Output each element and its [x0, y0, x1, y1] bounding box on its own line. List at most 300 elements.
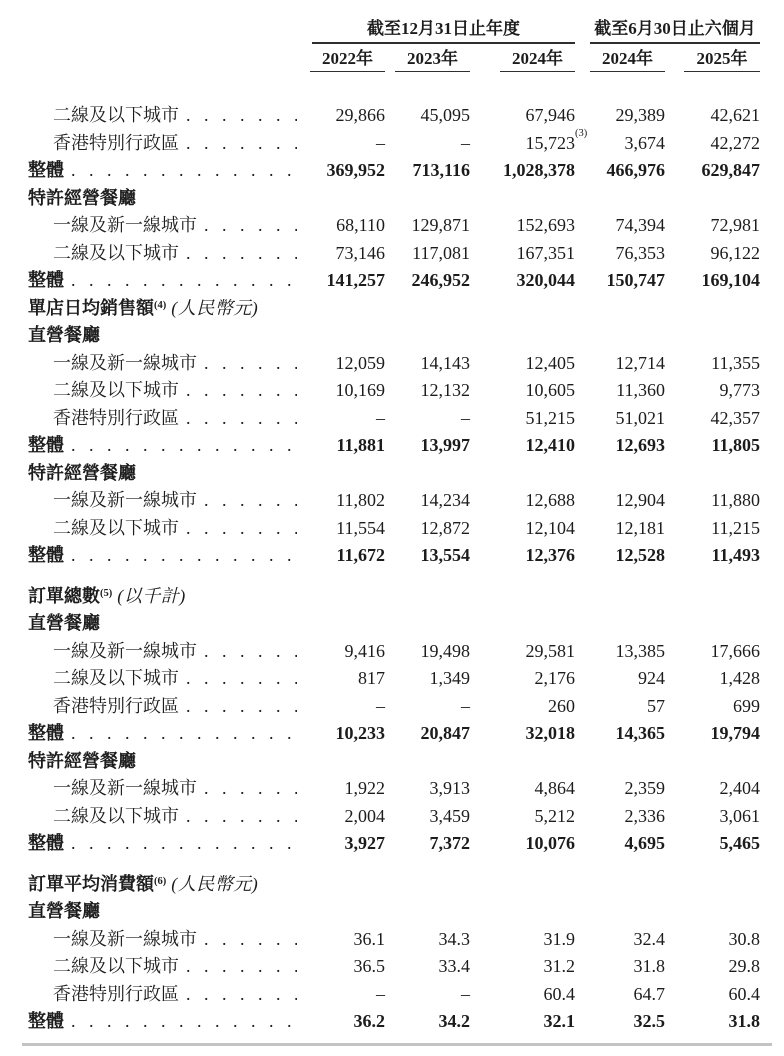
- row-label-cell: [20, 953, 300, 981]
- value-cell: [665, 1008, 760, 1036]
- value-cell: [300, 157, 385, 185]
- row-label: 二線及以下城市: [53, 805, 179, 826]
- value: 29,866: [335, 105, 385, 125]
- value-cell: [385, 130, 470, 158]
- value: 12,688: [525, 490, 575, 510]
- value: 14,143: [420, 352, 470, 373]
- table-row-item: [20, 240, 760, 268]
- value: 32.5: [633, 1011, 665, 1031]
- value-cell: [470, 212, 575, 240]
- value: 19,794: [710, 723, 760, 743]
- value: 12,872: [420, 517, 470, 538]
- value: 9,773: [719, 380, 760, 400]
- value-cell: [575, 515, 665, 543]
- value: 11,493: [711, 545, 760, 565]
- value: 260: [548, 695, 575, 716]
- value-cell: [575, 267, 665, 295]
- value: 45,095: [420, 105, 470, 125]
- value-cell: [470, 377, 575, 405]
- value: 32,018: [525, 723, 575, 743]
- value-cell: [470, 405, 575, 433]
- value: 5,212: [534, 805, 575, 826]
- row-label: 一線及新一線城市: [53, 352, 197, 373]
- value-cell: [665, 638, 760, 666]
- value-cell: [385, 487, 470, 515]
- table-row-item: [20, 981, 760, 1009]
- row-label: 整體: [28, 160, 64, 180]
- row-label-cell: [20, 240, 300, 268]
- year-column-2024: 2024年: [500, 48, 575, 72]
- row-label-cell: [20, 898, 300, 926]
- value: 29,389: [615, 105, 665, 125]
- row-label: 直營餐廳: [28, 325, 100, 345]
- value: 3,927: [344, 833, 385, 853]
- value-cell: [575, 212, 665, 240]
- value-cell: [665, 157, 760, 185]
- value-cell: [385, 803, 470, 831]
- value-cell: [575, 981, 665, 1009]
- value-cell: [470, 432, 575, 460]
- row-label: 整體: [28, 1011, 64, 1031]
- value: 60.4: [543, 983, 575, 1004]
- value-cell: [385, 693, 470, 721]
- value: –: [461, 132, 470, 153]
- row-label: 整體: [28, 545, 64, 565]
- value: 2,336: [624, 805, 665, 826]
- row-label-cell: [20, 377, 300, 405]
- row-label: 整體: [28, 723, 64, 743]
- value: 51,215: [525, 407, 575, 428]
- value: 11,215: [711, 517, 760, 538]
- value-cell: [385, 157, 470, 185]
- leader-dots: [71, 1008, 297, 1036]
- leader-dots: [186, 102, 297, 130]
- value: 42,272: [710, 132, 760, 153]
- value: 74,394: [615, 215, 665, 235]
- row-label-cell: [20, 748, 300, 776]
- value-cell: [470, 157, 575, 185]
- value: 12,904: [615, 490, 665, 510]
- row-label-cell: [20, 803, 300, 831]
- value-cell: [665, 267, 760, 295]
- leader-dots: [71, 267, 297, 295]
- value-cell: [575, 953, 665, 981]
- value: 68,110: [336, 215, 385, 235]
- row-label: 直營餐廳: [28, 901, 100, 921]
- table-row-section: [20, 583, 760, 611]
- leader-dots: [186, 665, 297, 693]
- value: 42,357: [710, 407, 760, 428]
- row-label-cell: [20, 693, 300, 721]
- value: 12,132: [420, 380, 470, 400]
- table-row-item: [20, 665, 760, 693]
- value-cell: [470, 542, 575, 570]
- row-label: 直營餐廳: [28, 613, 100, 633]
- leader-dots: [204, 926, 297, 954]
- row-label: 一線及新一線城市: [53, 640, 197, 661]
- row-label-cell: [20, 542, 300, 570]
- row-label-cell: [20, 638, 300, 666]
- value: 369,952: [326, 160, 385, 180]
- table-row-item: [20, 102, 760, 130]
- value-cell: [665, 515, 760, 543]
- row-label: 整體: [28, 270, 64, 290]
- unit-note: (人民幣元): [171, 873, 259, 894]
- value: 629,847: [701, 160, 760, 180]
- table-row-item: [20, 212, 760, 240]
- value-cell: [385, 981, 470, 1009]
- value: –: [461, 983, 470, 1004]
- value-cell: [665, 432, 760, 460]
- table-row-group: [20, 610, 760, 638]
- row-label: 整體: [28, 833, 64, 853]
- value-cell: [575, 638, 665, 666]
- table-row-item: [20, 953, 760, 981]
- value: 4,864: [534, 778, 575, 798]
- value: 51,021: [615, 407, 665, 428]
- table-row-item: [20, 487, 760, 515]
- table-row-group: [20, 322, 760, 350]
- value-cell: [470, 350, 575, 378]
- leader-dots: [186, 953, 297, 981]
- value: 12,181: [615, 517, 665, 538]
- value: 96,122: [710, 242, 760, 263]
- value: 60.4: [728, 983, 760, 1004]
- financial-table: [20, 18, 760, 1036]
- table-row-item: [20, 803, 760, 831]
- value-cell: [665, 212, 760, 240]
- value-cell: [665, 377, 760, 405]
- row-label: 一線及新一線城市: [53, 490, 197, 510]
- value-cell: [300, 350, 385, 378]
- value: 817: [358, 668, 385, 688]
- year-column-2024-interim: 2024年: [590, 48, 665, 72]
- value-cell: [665, 775, 760, 803]
- row-label: 單店日均銷售額: [28, 297, 154, 318]
- table-row-item: [20, 405, 760, 433]
- value: 36.2: [353, 1011, 385, 1031]
- value: 67,946: [525, 105, 575, 125]
- leader-dots: [204, 487, 297, 515]
- value: 76,353: [615, 242, 665, 263]
- row-label: 特許經營餐廳: [28, 462, 136, 483]
- table-row-item: [20, 515, 760, 543]
- value: 29,581: [525, 640, 575, 661]
- value: 33.4: [438, 956, 470, 976]
- row-label: 訂單平均消費額: [28, 873, 154, 894]
- value: 11,360: [616, 380, 665, 400]
- value-cell: [470, 926, 575, 954]
- value-cell: [385, 102, 470, 130]
- row-label: 特許經營餐廳: [28, 750, 136, 771]
- value: 152,693: [516, 215, 575, 235]
- value-cell: [470, 515, 575, 543]
- value: 466,976: [606, 160, 665, 180]
- value: 3,061: [719, 805, 760, 826]
- value: 11,881: [336, 435, 385, 455]
- value-cell: [300, 638, 385, 666]
- leader-dots: [186, 405, 297, 433]
- value: 169,104: [701, 270, 760, 290]
- value-cell: [665, 240, 760, 268]
- value-cell: [300, 775, 385, 803]
- value-cell: [385, 775, 470, 803]
- value-cell: [470, 830, 575, 858]
- value: 5,465: [719, 833, 760, 853]
- value: 32.4: [633, 928, 665, 949]
- row-label: 二線及以下城市: [53, 105, 179, 125]
- row-label-cell: [20, 720, 300, 748]
- row-label-cell: [20, 350, 300, 378]
- value: 11,880: [711, 490, 760, 510]
- value: 64.7: [633, 983, 665, 1004]
- leader-dots: [71, 157, 297, 185]
- table-header-groups: [20, 18, 760, 44]
- leader-dots: [204, 350, 297, 378]
- table-row-item: [20, 775, 760, 803]
- value-cell: [575, 102, 665, 130]
- leader-dots: [186, 981, 297, 1009]
- value-cell: [470, 775, 575, 803]
- value: –: [376, 695, 385, 716]
- value-cell: [575, 803, 665, 831]
- value: 1,028,378: [503, 160, 575, 180]
- value-cell: [575, 775, 665, 803]
- row-label: 特許經營餐廳: [28, 187, 136, 208]
- value: 1,349: [429, 668, 470, 688]
- value: 3,674: [624, 132, 665, 153]
- leader-dots: [204, 638, 297, 666]
- value: 117,081: [412, 242, 470, 263]
- row-label-cell: [20, 1008, 300, 1036]
- leader-dots: [186, 240, 297, 268]
- row-label: 香港特別行政區: [53, 695, 179, 716]
- value-cell: [300, 693, 385, 721]
- value: 150,747: [606, 270, 665, 290]
- value: 31.8: [633, 956, 665, 976]
- row-label-cell: [20, 405, 300, 433]
- value-cell: [665, 405, 760, 433]
- value: 12,714: [615, 352, 665, 373]
- table-row-item: [20, 638, 760, 666]
- table-header-years: [20, 48, 760, 72]
- value: 713,116: [412, 160, 470, 180]
- row-label: 一線及新一線城市: [53, 778, 197, 798]
- value: 129,871: [411, 215, 470, 235]
- table-row-total: [20, 267, 760, 295]
- leader-dots: [71, 432, 297, 460]
- table-row-group: [20, 748, 760, 776]
- value-cell: [665, 102, 760, 130]
- value: 10,076: [525, 833, 575, 853]
- value-cell: [300, 405, 385, 433]
- annual-period-label: 截至12月31日止年度: [367, 19, 520, 38]
- value: –: [376, 983, 385, 1004]
- row-label-cell: [20, 610, 300, 638]
- unit-note: (人民幣元): [171, 297, 259, 318]
- value-cell: [665, 693, 760, 721]
- value: 14,234: [420, 490, 470, 510]
- value-cell: [385, 665, 470, 693]
- value: 12,693: [615, 435, 665, 455]
- interim-period-label: 截至6月30日止六個月: [594, 19, 756, 38]
- value-cell: [575, 926, 665, 954]
- value-cell: [300, 267, 385, 295]
- row-label-cell: [20, 981, 300, 1009]
- value-cell: [470, 638, 575, 666]
- row-label-cell: [20, 212, 300, 240]
- table-row-group: [20, 185, 760, 213]
- value: 10,169: [335, 380, 385, 400]
- row-label-cell: 訂單總數 $^{(5)}$ (以千計): [20, 583, 300, 611]
- value-cell: [300, 830, 385, 858]
- value-cell: [300, 926, 385, 954]
- value-cell: [300, 803, 385, 831]
- value: 15,723: [525, 132, 575, 153]
- value-cell: [575, 693, 665, 721]
- row-label-cell: [20, 130, 300, 158]
- value-cell: [300, 240, 385, 268]
- value-cell: [300, 487, 385, 515]
- value: 12,376: [525, 545, 575, 565]
- value: 73,146: [335, 242, 385, 263]
- leader-dots: [186, 377, 297, 405]
- value-cell: [575, 487, 665, 515]
- value: 699: [733, 695, 760, 716]
- value-cell: [300, 377, 385, 405]
- value: 72,981: [710, 215, 760, 235]
- value: 3,913: [429, 778, 470, 798]
- value-cell: [385, 830, 470, 858]
- header-spacer: [20, 48, 300, 72]
- table-row-total: [20, 432, 760, 460]
- value-cell: [470, 487, 575, 515]
- value-cell: [385, 542, 470, 570]
- value: 12,104: [525, 517, 575, 538]
- value-cell: [575, 830, 665, 858]
- value-cell: [575, 665, 665, 693]
- value: 2,404: [719, 778, 760, 798]
- row-label-cell: [20, 322, 300, 350]
- value-cell: [470, 665, 575, 693]
- value: 36.5: [353, 956, 385, 976]
- value-cell: [665, 830, 760, 858]
- value: 12,528: [615, 545, 665, 565]
- value-cell: [300, 102, 385, 130]
- value-cell: [300, 665, 385, 693]
- value-cell: [385, 638, 470, 666]
- leader-dots: [186, 130, 297, 158]
- value-cell: [470, 240, 575, 268]
- table-row-total: [20, 720, 760, 748]
- value-cell: [575, 432, 665, 460]
- value: 12,405: [525, 352, 575, 373]
- value: 1,922: [344, 778, 385, 798]
- value-cell: [385, 515, 470, 543]
- value: 14,365: [615, 723, 665, 743]
- leader-dots: [204, 212, 297, 240]
- table-row-total: [20, 1008, 760, 1036]
- row-label-cell: [20, 926, 300, 954]
- value: 30.8: [728, 928, 760, 949]
- value: 320,044: [516, 270, 575, 290]
- row-label-cell: [20, 665, 300, 693]
- value: 141,257: [326, 270, 385, 290]
- value: 11,672: [336, 545, 385, 565]
- value-cell: [575, 542, 665, 570]
- value: 2,359: [624, 778, 665, 798]
- row-label: 香港特別行政區: [53, 407, 179, 428]
- value-cell: [665, 803, 760, 831]
- table-row-item: [20, 127, 760, 158]
- value: 20,847: [420, 723, 470, 743]
- leader-dots: [71, 542, 297, 570]
- value: 10,605: [525, 380, 575, 400]
- value: 9,416: [344, 640, 385, 661]
- value-cell: [575, 130, 665, 158]
- row-label: 二線及以下城市: [53, 956, 179, 976]
- row-label: 香港特別行政區: [53, 132, 179, 153]
- row-label: 二線及以下城市: [53, 517, 179, 538]
- table-row-item: [20, 693, 760, 721]
- row-label: 香港特別行政區: [53, 983, 179, 1004]
- row-label-cell: 單店日均銷售額 $^{(4)}$ (人民幣元): [20, 295, 300, 323]
- value-cell: [665, 981, 760, 1009]
- value-cell: [470, 693, 575, 721]
- value: –: [376, 132, 385, 153]
- value: 12,059: [335, 352, 385, 373]
- value: 924: [638, 668, 665, 688]
- value: 11,355: [711, 352, 760, 373]
- leader-dots: [186, 693, 297, 721]
- row-label-cell: [20, 267, 300, 295]
- value-cell: [665, 665, 760, 693]
- value-cell: [575, 350, 665, 378]
- value-cell: [575, 405, 665, 433]
- leader-dots: [204, 775, 297, 803]
- value: 2,004: [344, 805, 385, 826]
- value-cell: [385, 432, 470, 460]
- row-label: 二線及以下城市: [53, 380, 179, 400]
- value: 31.2: [543, 956, 575, 976]
- row-label-cell: [20, 487, 300, 515]
- value: 29.8: [728, 956, 760, 976]
- value: 31.9: [543, 928, 575, 949]
- value: 10,233: [335, 723, 385, 743]
- value-cell: [665, 926, 760, 954]
- value-cell: [385, 720, 470, 748]
- value: 2,176: [534, 668, 575, 688]
- value: 11,802: [336, 490, 385, 510]
- unit-note: (以千計): [117, 585, 186, 606]
- value-cell: [385, 350, 470, 378]
- value-cell: [385, 405, 470, 433]
- value: 13,554: [420, 545, 470, 565]
- table-row-item: [20, 350, 760, 378]
- value: –: [376, 407, 385, 428]
- leader-dots: [71, 720, 297, 748]
- value-cell: [470, 1008, 575, 1036]
- value-cell: [470, 981, 575, 1009]
- value: 34.3: [438, 928, 470, 949]
- value: –: [461, 695, 470, 716]
- value-cell: [665, 953, 760, 981]
- value-cell: [300, 432, 385, 460]
- value: 32.1: [543, 1011, 575, 1031]
- row-label: 一線及新一線城市: [53, 928, 197, 949]
- value-cell: [575, 377, 665, 405]
- value-cell: [665, 130, 760, 158]
